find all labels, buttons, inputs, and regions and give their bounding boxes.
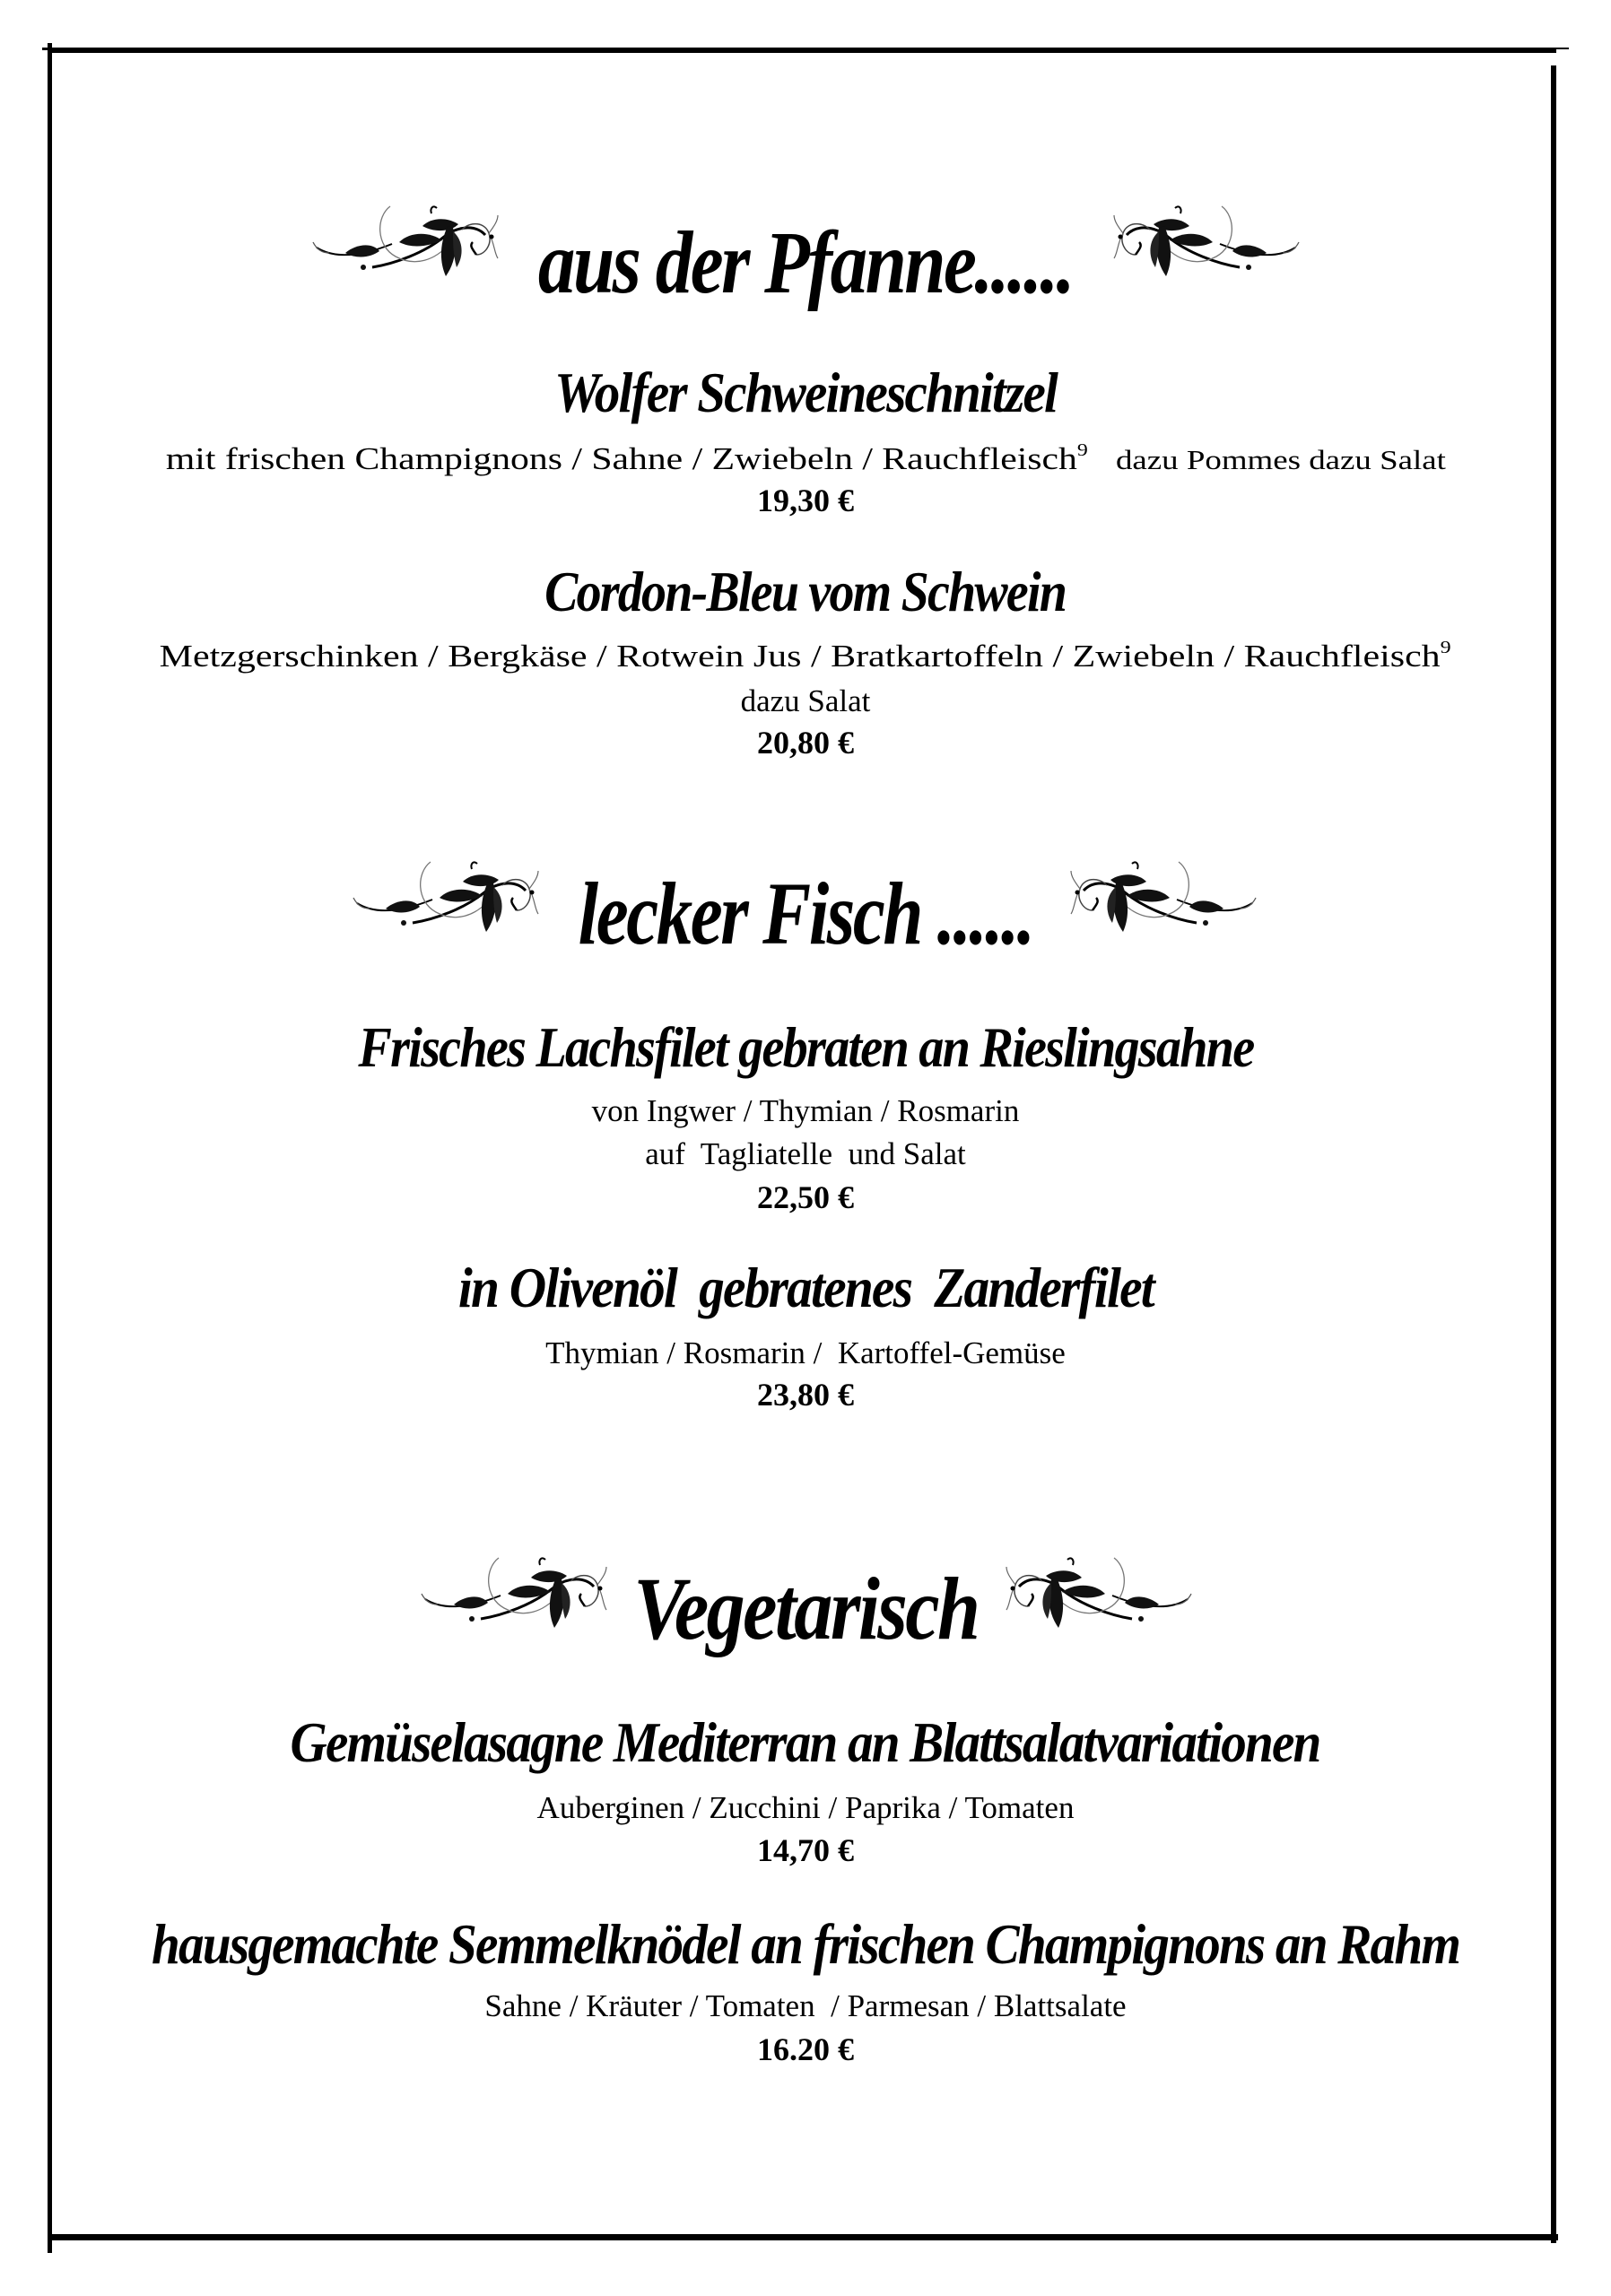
dish-description-line2 (0, 685, 1611, 717)
dish-title (0, 1710, 1611, 1774)
section-title-fish (0, 864, 1611, 963)
dish-name: hausgemachte Semmelknödel an frischen Champignons an Rahm (152, 1912, 1459, 1976)
dish-title (0, 1912, 1611, 1976)
section-title-pan (0, 213, 1611, 312)
dish-description-line2 (0, 1138, 1611, 1170)
dish-title (0, 1015, 1611, 1079)
footnote-marker: 9 (1441, 638, 1451, 657)
description-text: Sahne / Kräuter / Tomaten / Parmesan / Blattsalate (484, 1988, 1127, 2023)
dish-description (0, 640, 1611, 672)
dish-name: Gemüselasagne Mediterran an Blattsalatvariationen (291, 1710, 1320, 1774)
section-title-text: aus der Pfanne...... (538, 213, 1073, 312)
price-text: 14,70 € (757, 1832, 854, 1868)
description-suffix: dazu Pommes dazu Salat (1115, 444, 1446, 475)
dish-name: Frisches Lachsfilet gebraten an Rieslingsahne (358, 1015, 1253, 1079)
description-text: Auberginen / Zucchini / Paprika / Tomaten (536, 1790, 1075, 1825)
dish-description (0, 1337, 1611, 1369)
frame-bottom-border (50, 2234, 1558, 2240)
description-text: mit frischen Champignons / Sahne / Zwiebeln / Rauchfleisch (165, 441, 1077, 476)
description-text: auf Tagliatelle und Salat (645, 1136, 966, 1171)
section-title-text: Vegetarisch (632, 1559, 978, 1658)
dish-price (0, 2033, 1611, 2066)
dish-title (0, 361, 1611, 424)
description-text: dazu Salat (740, 683, 871, 718)
dish-description (0, 1095, 1611, 1126)
dish-price (0, 726, 1611, 759)
dish-title (0, 1256, 1611, 1319)
price-text: 22,50 € (757, 1179, 854, 1215)
frame-top-border-tail (1554, 48, 1569, 49)
dish-price (0, 484, 1611, 517)
dish-price (0, 1834, 1611, 1866)
dish-description (0, 440, 1611, 476)
dish-price (0, 1378, 1611, 1411)
description-text: von Ingwer / Thymian / Rosmarin (591, 1093, 1020, 1128)
section-title-text: lecker Fisch ...... (578, 864, 1033, 963)
price-text: 20,80 € (757, 725, 854, 761)
price-text: 19,30 € (757, 483, 854, 518)
description-text: Thymian / Rosmarin / Kartoffel-Gemüse (545, 1335, 1066, 1370)
dish-name: in Olivenöl gebratenes Zanderfilet (457, 1256, 1154, 1319)
frame-top-border (48, 48, 1556, 53)
dish-name: Wolfer Schweineschnitzel (554, 361, 1057, 424)
footnote-marker: 9 (1076, 440, 1088, 460)
price-text: 23,80 € (757, 1377, 854, 1413)
dish-title (0, 560, 1611, 623)
dish-description (0, 1990, 1611, 2022)
price-text: 16.20 € (757, 2031, 854, 2067)
dish-description (0, 1792, 1611, 1823)
dish-name: Cordon-Bleu vom Schwein (544, 560, 1067, 623)
description-text: Metzgerschinken / Bergkäse / Rotwein Jus / Bratkartoffeln / Zwiebeln / Rauchfleisch (159, 639, 1441, 674)
section-title-vegetarian (0, 1559, 1611, 1658)
dish-price (0, 1181, 1611, 1213)
